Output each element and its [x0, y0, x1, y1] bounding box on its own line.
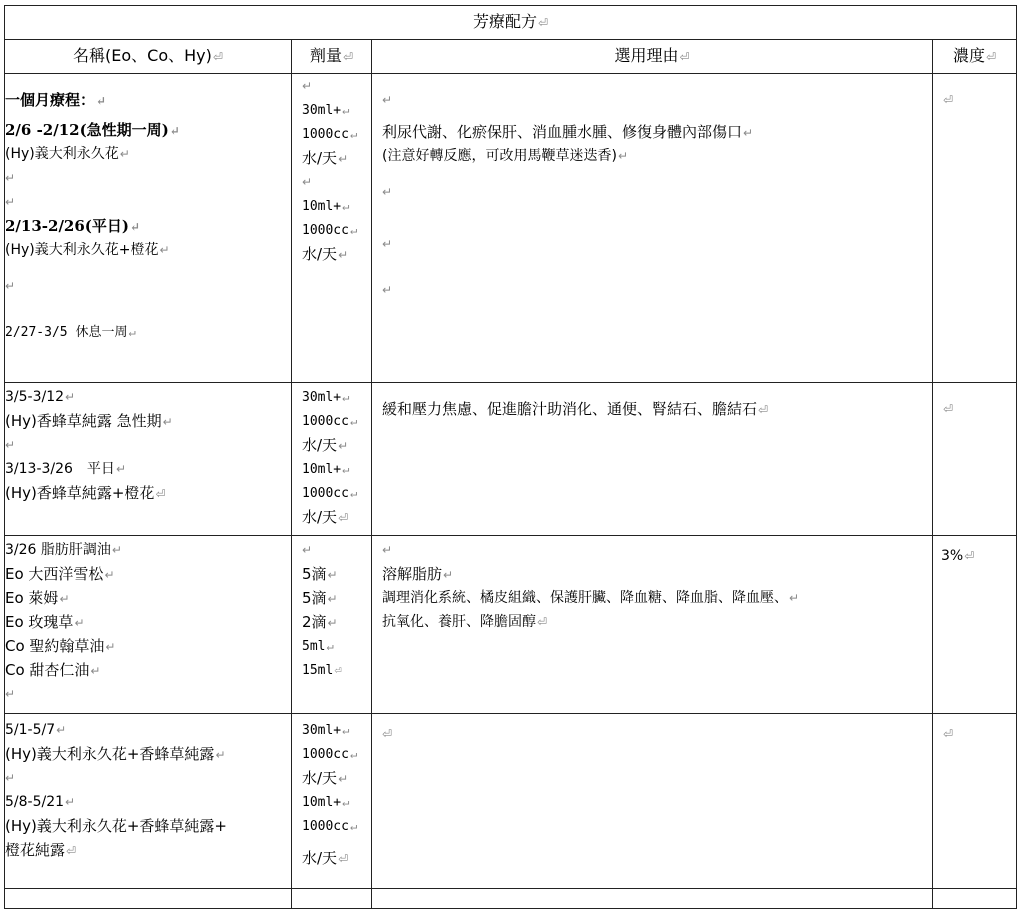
- cell-line: 1000cc↵: [302, 486, 358, 501]
- table-row: [5, 383, 1017, 536]
- cell-end-mark: ⏎: [943, 727, 954, 741]
- cell-line: 緩和壓力焦慮、促進膽汁助消化、通便、腎結石、膽結石⏎: [382, 400, 769, 418]
- table-row: [5, 536, 1017, 714]
- row3-dose-cell: [292, 536, 372, 714]
- table-title: [5, 6, 1017, 40]
- cell-line: 10ml+↵: [302, 462, 350, 477]
- cell-line: 調理消化系統、橘皮組織、保護肝臟、降血糖、降血脂、降血壓、↵: [382, 590, 800, 606]
- return-mark: ↵: [5, 438, 16, 452]
- header-dose: [292, 40, 372, 74]
- row1-conc-cell: [933, 74, 1017, 383]
- cell-end-mark: ⏎: [382, 727, 393, 741]
- cell-line: 2/27-3/5 休息一周↵: [5, 325, 136, 340]
- row1-dose-cell: [292, 74, 372, 383]
- return-mark: ↵: [382, 185, 393, 199]
- cell-line: 水/天↵: [302, 769, 349, 787]
- cell-line: 1000cc↵: [302, 747, 358, 762]
- return-mark: ↵: [5, 279, 16, 293]
- row3-name-cell: [5, 536, 292, 714]
- return-mark: ↵: [302, 543, 313, 557]
- cell-end-mark: ⏎: [212, 50, 223, 64]
- cell-line: (Hy)義大利永久花+橙花↵: [5, 242, 170, 258]
- cell-line: 2/6 -2/12(急性期一周)↵: [5, 121, 180, 139]
- cell-line: Co 聖約翰草油↵: [5, 637, 116, 655]
- cell-line: Eo 玫瑰草↵: [5, 613, 85, 631]
- cell-line: 5滴↵: [302, 589, 338, 607]
- cell-line: (Hy)義大利永久花+香蜂草純露+: [5, 817, 227, 835]
- return-mark: ↵: [382, 283, 393, 297]
- cell-line: (Hy)義大利永久花+香蜂草純露↵: [5, 745, 226, 763]
- header-name-text: 名稱(Eo、Co、Hy): [73, 46, 212, 65]
- cell-line: 水/天⏎: [302, 508, 349, 526]
- return-mark: ↵: [5, 687, 16, 701]
- row4-reason-cell: [372, 714, 933, 889]
- cell-line: 溶解脂肪↵: [382, 565, 454, 583]
- cell-line: 橙花純露⏎: [5, 841, 77, 859]
- aromatherapy-table: [4, 5, 1017, 909]
- row4-name-cell: [5, 714, 292, 889]
- header-reason-text: 選用理由: [614, 46, 679, 65]
- row2-reason-cell: [372, 383, 933, 536]
- cell-line: 15ml⏎: [302, 663, 342, 678]
- cell-end-mark: ⏎: [943, 402, 954, 416]
- cell-line: 1000cc↵: [302, 127, 358, 142]
- cell-line: 1000cc↵: [302, 414, 358, 429]
- cell-line: Eo 大西洋雪松↵: [5, 565, 115, 583]
- cell-line: Co 甜杏仁油↵: [5, 661, 101, 679]
- cell-line: Eo 萊姆↵: [5, 589, 70, 607]
- concentration-value: 3%⏎: [941, 548, 975, 564]
- cell-line: 2滴↵: [302, 613, 338, 631]
- cell-line: 水/天⏎: [302, 849, 349, 867]
- return-mark: ↵: [382, 237, 393, 251]
- cell-line: (注意好轉反應，可改用馬鞭草迷迭香)↵: [382, 148, 628, 164]
- cell-end-mark: ⏎: [342, 50, 354, 64]
- row1-reason-cell: [372, 74, 933, 383]
- cell-end-mark: ⏎: [537, 16, 549, 30]
- cell-line: 抗氧化、養肝、降膽固醇⏎: [382, 614, 548, 630]
- cell-line: 水/天↵: [302, 245, 349, 263]
- cell-line: 1000cc↵: [302, 819, 358, 834]
- return-mark: ↵: [382, 543, 393, 557]
- table-row: [5, 714, 1017, 889]
- header-conc-text: 濃度: [952, 46, 985, 65]
- cell-line: (Hy)香蜂草純露 急性期↵: [5, 412, 173, 430]
- cell-end-mark: ⏎: [985, 50, 997, 64]
- row2-dose-cell: [292, 383, 372, 536]
- cell-line: 5/8-5/21↵: [5, 794, 76, 810]
- row4-conc-cell: [933, 714, 1017, 889]
- cell-line: 10ml+↵: [302, 199, 350, 214]
- cell-line: 3/13-3/26 平日↵: [5, 461, 126, 477]
- return-mark: ↵: [5, 771, 16, 785]
- cell-line: 利尿代謝、化瘀保肝、消血腫水腫、修復身體內部傷口↵: [382, 123, 754, 141]
- row2-name-cell: [5, 383, 292, 536]
- cell-end-mark: ⏎: [679, 50, 690, 64]
- cell-end-mark: ⏎: [943, 93, 954, 107]
- cell-line: 5ml↵: [302, 639, 334, 654]
- return-mark: ↵: [382, 93, 393, 107]
- cell-line: (Hy)義大利永久花↵: [5, 146, 130, 162]
- cell-line: 2/13-2/26(平日)↵: [5, 217, 141, 235]
- row1-name-cell: [5, 74, 292, 383]
- title-text: 芳療配方: [472, 12, 537, 31]
- header-row: [5, 40, 1017, 74]
- cell-line: 30ml+↵: [302, 390, 350, 405]
- cell-line: 1000cc↵: [302, 223, 358, 238]
- cell-line: (Hy)香蜂草純露+橙花⏎: [5, 484, 166, 502]
- cell-line: 5滴↵: [302, 565, 338, 583]
- cell-line: 水/天↵: [302, 436, 349, 454]
- header-conc: [933, 40, 1017, 74]
- title-row: [5, 6, 1017, 40]
- header-reason: [372, 40, 933, 74]
- cell-line: 水/天↵: [302, 149, 349, 167]
- cell-line: 10ml+↵: [302, 795, 350, 810]
- table-row: [5, 74, 1017, 383]
- return-mark: ↵: [302, 79, 313, 93]
- row3-reason-cell: [372, 536, 933, 714]
- header-name: [5, 40, 292, 74]
- row3-conc-cell: [933, 536, 1017, 714]
- cell-line: 30ml+↵: [302, 723, 350, 738]
- cell-line: 3/5-3/12↵: [5, 389, 76, 405]
- return-mark: ↵: [302, 175, 313, 189]
- return-mark: ↵: [5, 171, 16, 185]
- header-dose-text: 劑量: [309, 46, 342, 65]
- cell-line: 5/1-5/7↵: [5, 722, 67, 738]
- row2-conc-cell: [933, 383, 1017, 536]
- cell-line: 3/26 脂肪肝調油↵: [5, 542, 122, 558]
- row4-dose-cell: [292, 714, 372, 889]
- return-mark: ↵: [5, 195, 16, 209]
- cell-line: 一個月療程：↵: [5, 91, 107, 109]
- cell-line: 30ml+↵: [302, 103, 350, 118]
